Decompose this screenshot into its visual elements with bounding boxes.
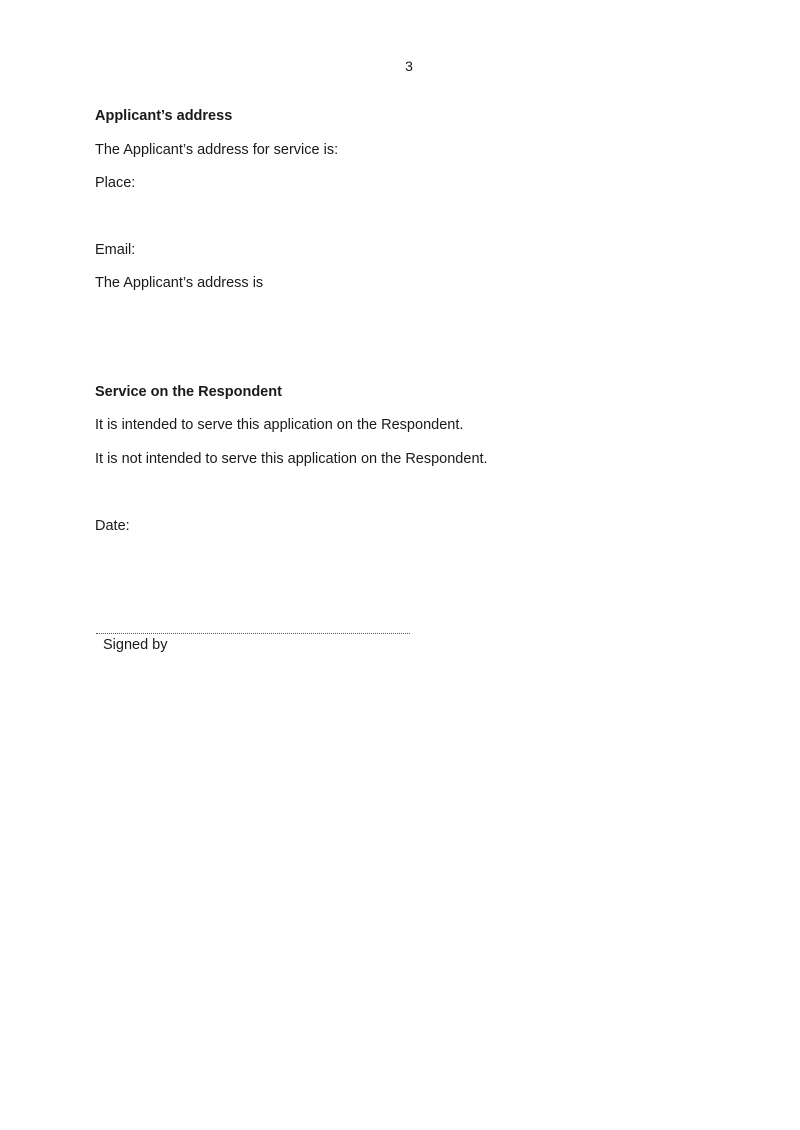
signature-line	[96, 633, 410, 634]
applicant-address-intro: The Applicant’s address is	[95, 275, 264, 291]
service-intended-option: It is intended to serve this application on the Respondent.	[95, 417, 464, 433]
service-heading: Service on the Respondent	[95, 384, 282, 400]
email-label: Email:	[95, 242, 136, 258]
place-label: Place:	[95, 175, 136, 191]
service-address-intro: The Applicant’s address for service is:	[95, 142, 339, 158]
page-number: 3	[405, 58, 413, 74]
signed-by-label: Signed by	[103, 637, 168, 653]
service-not-intended-option: It is not intended to serve this application on the Respondent.	[95, 451, 488, 467]
date-label: Date:	[95, 518, 130, 534]
applicant-address-heading: Applicant’s address	[95, 108, 233, 124]
